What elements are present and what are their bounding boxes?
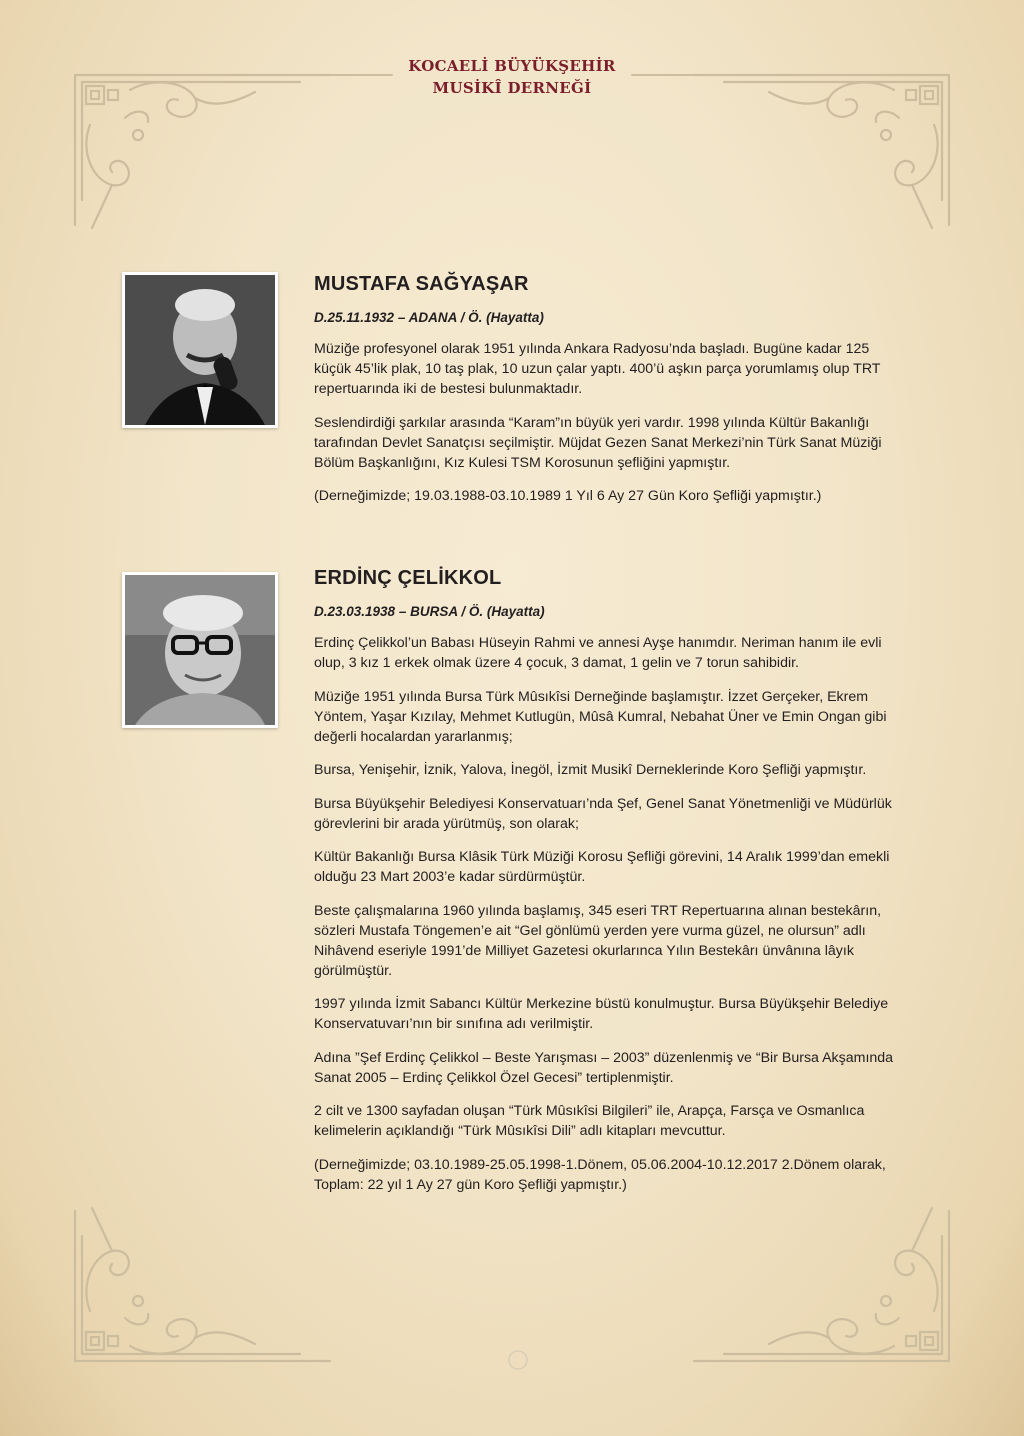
biography-paragraph: Adına ”Şef Erdinç Çelikkol – Beste Yarışması – 2003” düzenlenmiş ve “Bir Bursa Akşamında Sanat 2005 – Erdinç Çelikkol Özel Gecesi” tertiplenmiştir. bbox=[314, 1049, 894, 1086]
portrait-photo bbox=[122, 572, 278, 728]
biography-paragraph: Kültür Bakanlığı Bursa Klâsik Türk Müziği Korosu Şefliği görevini, 14 Aralık 1999’dan emekli olduğu 23 Mart 2003’e kadar sürdürmüştür. bbox=[314, 849, 890, 885]
biography-paragraph: (Derneğimizde; 19.03.1988-03.10.1989 1 Yıl 6 Ay 27 Gün Koro Şefliği yapmıştır.) bbox=[314, 488, 822, 504]
corner-ornament-top-left bbox=[75, 75, 330, 228]
biography-paragraph: Bursa Büyükşehir Belediyesi Konservatuarı’nda Şef, Genel Sanat Yönetmenliği ve Müdürlük görevlerini bir arada yürütmüş, son olarak; bbox=[314, 795, 892, 832]
association-header bbox=[362, 55, 662, 99]
birth-death-info: D.25.11.1932 – ADANA / Ö. (Hayatta) bbox=[314, 310, 544, 325]
biography-paragraph: Müziğe profesyonel olarak 1951 yılında Ankara Radyosu’nda başladı. Bugüne kadar 125 küçük 45’lik plak, 10 taş plak, 10 uzun çalar yaptı. 400’ü aşkın parça yorumlamış olup TRT repertuarında iki de bestesi bulunmaktadır. bbox=[314, 341, 881, 397]
biography-paragraph: Seslendirdiği şarkılar arasında “Karam”ın büyük yeri vardır. 1998 yılında Kültür Bakanlığı tarafından Devlet Sanatçısı seçilmiştir. Müjdat Gezen Sanat Merkezi’nin Türk Sanat Müziği Bölüm Başkanlığını, Kız Kulesi TSM Korosunun şefliğini yapmıştır. bbox=[314, 414, 882, 471]
biography-paragraph: 2 cilt ve 1300 sayfadan oluşan “Türk Mûsıkîsi Bilgileri” ile, Arapça, Farsça ve Osmanlıca kelimelerin açıklandığı “Türk Mûsıkîsi Dili” adlı kitapları mevcuttur. bbox=[314, 1103, 865, 1139]
header-line-2: MUSİKÎ DERNEĞİ bbox=[432, 79, 592, 97]
person-name: ERDİNÇ ÇELİKKOL bbox=[314, 567, 502, 589]
corner-ornament-top-right bbox=[694, 75, 949, 228]
header-line-1: KOCAELİ BÜYÜKŞEHİR bbox=[408, 57, 616, 75]
biography-paragraph: 1997 yılında İzmit Sabancı Kültür Merkezine büstü konulmuştur. Bursa Büyükşehir Belediye Konservatuvarı’nın bir sınıfına adı verilmiştir. bbox=[314, 996, 889, 1032]
biography-paragraph: Erdinç Çelikkol’un Babası Hüseyin Rahmi ve annesi Ayşe hanımdır. Neriman hanım ile evli olup, 3 kız 1 erkek olmak üzere 4 çocuk, 3 damat, 1 gelin ve 7 torun sahibidir. bbox=[314, 635, 882, 671]
corner-ornament-bottom-right bbox=[694, 1208, 949, 1361]
portrait-photo bbox=[122, 272, 278, 428]
biography-paragraph: Beste çalışmalarına 1960 yılında başlamış, 345 eseri TRT Repertuarına alınan bestekârın, sözleri Mustafa Töngemen’e ait “Gel gönlümü yerden yere vurma güzel, ne olursun” adlı Nihâvend eseriyle 1991’de Milliyet Gazetesi okurlarınca Yılın Bestekârı ünvânına lâyık görülmüştür. bbox=[314, 902, 882, 979]
biography-paragraph: Bursa, Yenişehir, İznik, Yalova, İnegöl, İzmit Musikî Derneklerinde Koro Şefliği yapmıştır. bbox=[314, 762, 867, 778]
biography-paragraph: Müziğe 1951 yılında Bursa Türk Mûsıkîsi Derneğinde başlamıştır. İzzet Gerçeker, Ekrem Yöntem, Yaşar Kızılay, Mehmet Kutlugün, Mûsâ Kumral, Nebahat Üner ve Emin Ongan gibi değerli hocalardan yararlanmış; bbox=[314, 688, 887, 745]
corner-ornament-bottom-left bbox=[75, 1208, 330, 1361]
biography-paragraph: (Derneğimizde; 03.10.1989-25.05.1998-1.Dönem, 05.06.2004-10.12.2017 2.Dönem olarak, Toplam: 22 yıl 1 Ay 27 gün Koro Şefliği yapmıştır.) bbox=[314, 1156, 886, 1193]
birth-death-info: D.23.03.1938 – BURSA / Ö. (Hayatta) bbox=[314, 604, 545, 619]
person-name: MUSTAFA SAĞYAŞAR bbox=[314, 273, 529, 295]
